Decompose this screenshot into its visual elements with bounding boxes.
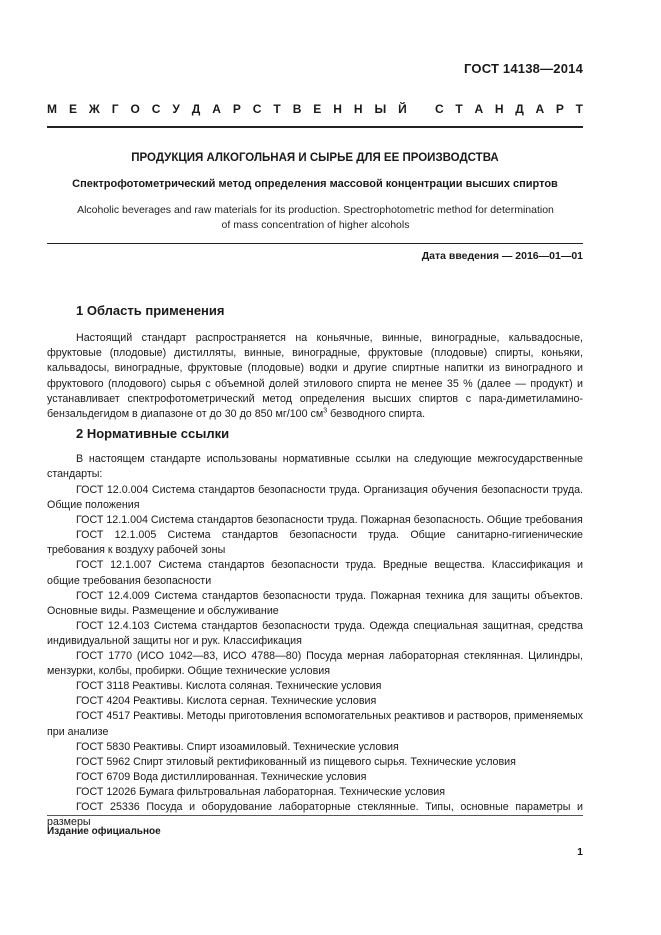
reference-item: ГОСТ 4517 Реактивы. Методы приготовления вспомогательных реактивов и растворов, применяемых при анализе <box>47 710 583 738</box>
reference-item: ГОСТ 12.1.007 Система стандартов безопасности труда. Вредные вещества. Классификация и общие требования безопасности <box>47 559 583 587</box>
series-letter: С <box>151 102 161 116</box>
series-letter: Т <box>455 102 463 116</box>
reference-item: ГОСТ 1770 (ИСО 1042—83, ИСО 4788—80) Посуда мерная лабораторная стеклянная. Цилиндры, мензурки, колбы, пробирки. Общие технические условия <box>47 650 583 678</box>
series-letter: У <box>172 102 180 116</box>
references-intro: В настоящем стандарте использованы нормативные ссылки на следующие межгосударственные стандарты: <box>47 453 583 481</box>
section-heading-scope: 1 Область применения <box>76 303 225 318</box>
document-title: ПРОДУКЦИЯ АЛКОГОЛЬНАЯ И СЫРЬЕ ДЛЯ ЕЕ ПРОИЗВОДСТВА <box>131 152 499 164</box>
series-letter: С <box>435 102 444 116</box>
series-letter: М <box>47 102 57 116</box>
english-title-line: of mass concentration of higher alcohols <box>221 219 410 231</box>
document-subtitle: Спектрофотометрический метод определения массовой концентрации высших спиртов <box>72 178 558 190</box>
document-code: ГОСТ 14138—2014 <box>464 61 583 76</box>
series-letter: Р <box>232 102 241 116</box>
series-letter: Е <box>313 102 322 116</box>
document-title-english <box>60 203 571 233</box>
scope-text-end: безводного спирта. <box>327 408 426 421</box>
standard-series-heading <box>47 102 583 116</box>
reference-item: ГОСТ 25336 Посуда и оборудование лабораторные стеклянные. Типы, основные параметры и размеры <box>47 800 583 829</box>
series-letter: Й <box>398 102 407 116</box>
series-letter: А <box>212 102 221 116</box>
footer-divider <box>47 815 583 816</box>
reference-item: ГОСТ 12026 Бумага фильтровальная лабораторная. Технические условия <box>76 785 446 798</box>
reference-item: ГОСТ 12.4.103 Система стандартов безопасности труда. Одежда специальная защитная, средства индивидуальной защиты ног и рук. Классификация <box>47 619 583 647</box>
series-letter: В <box>292 102 302 116</box>
series-word-standard <box>435 102 583 116</box>
series-letter: Т <box>575 102 583 116</box>
normative-references-list <box>47 483 583 830</box>
header-divider <box>47 126 583 128</box>
reference-item: ГОСТ 5830 Реактивы. Спирт изоамиловый. Технические условия <box>76 740 399 753</box>
reference-item: ГОСТ 6709 Вода дистиллированная. Технические условия <box>76 770 367 783</box>
series-word-interstate <box>47 102 407 116</box>
reference-item: ГОСТ 5962 Спирт этиловый ректификованный из пищевого сырья. Технические условия <box>76 755 516 768</box>
official-edition-label: Издание официальное <box>47 826 161 837</box>
series-letter: С <box>252 102 262 116</box>
series-letter: Ж <box>88 102 100 116</box>
reference-item: ГОСТ 3118 Реактивы. Кислота соляная. Технические условия <box>76 680 382 693</box>
series-letter: О <box>130 102 140 116</box>
series-letter: Н <box>333 102 342 116</box>
reference-item: ГОСТ 12.0.004 Система стандартов безопасности труда. Организация обучения безопасности труда. Общие положения <box>47 484 583 512</box>
series-letter: Р <box>555 102 564 116</box>
reference-item: ГОСТ 4204 Реактивы. Кислота серная. Технические условия <box>76 695 377 708</box>
series-letter: Г <box>111 102 119 116</box>
scope-text: Настоящий стандарт распространяется на коньячные, винные, виноградные, кальвадосные, фруктовые (плодовые) дистилляты, винные, виноградные, фруктовые (плодовые) спирты, коньяки, кальвадосы, виноградные, фруктовые (плодовые) водки и другие спиртные напитки из виноградного и фруктового (плодового) сырья с объемной долей этилового спирта не менее 35 % (далее — продукт) и устанавливает спектрофотометрический метод определения высших спиртов с пара-диметиламино-бензальдегидом в диапазоне от до 30 до 850 мг/100 см <box>47 332 583 421</box>
title-divider <box>47 243 583 244</box>
series-letter: Д <box>191 102 201 116</box>
page-number: 1 <box>577 846 583 858</box>
series-letter: Т <box>273 102 281 116</box>
series-letter: А <box>474 102 484 116</box>
series-letter: Н <box>494 102 504 116</box>
english-title-line: Alcoholic beverages and raw materials for its production. Spectrophotometric method for determination <box>77 204 554 216</box>
series-letter: Ы <box>374 102 387 116</box>
reference-item: ГОСТ 12.4.009 Система стандартов безопасности труда. Пожарная техника для защиты объектов. Основные виды. Размещение и обслуживание <box>47 589 583 617</box>
section-heading-references: 2 Нормативные ссылки <box>76 426 230 441</box>
series-letter: Д <box>515 102 524 116</box>
superscript-unit: 3 <box>323 407 328 415</box>
reference-item: ГОСТ 12.1.004 Система стандартов безопасности труда. Пожарная безопасность. Общие требования <box>76 514 583 527</box>
series-letter: Н <box>353 102 363 116</box>
reference-item: ГОСТ 12.1.005 Система стандартов безопасности труда. Общие санитарно-гигиенические требования к воздуху рабочей зоны <box>47 529 583 557</box>
introduction-date: Дата введения — 2016—01—01 <box>421 250 583 262</box>
series-letter: А <box>535 102 545 116</box>
scope-paragraph <box>47 331 583 422</box>
series-letter: Е <box>68 102 77 116</box>
